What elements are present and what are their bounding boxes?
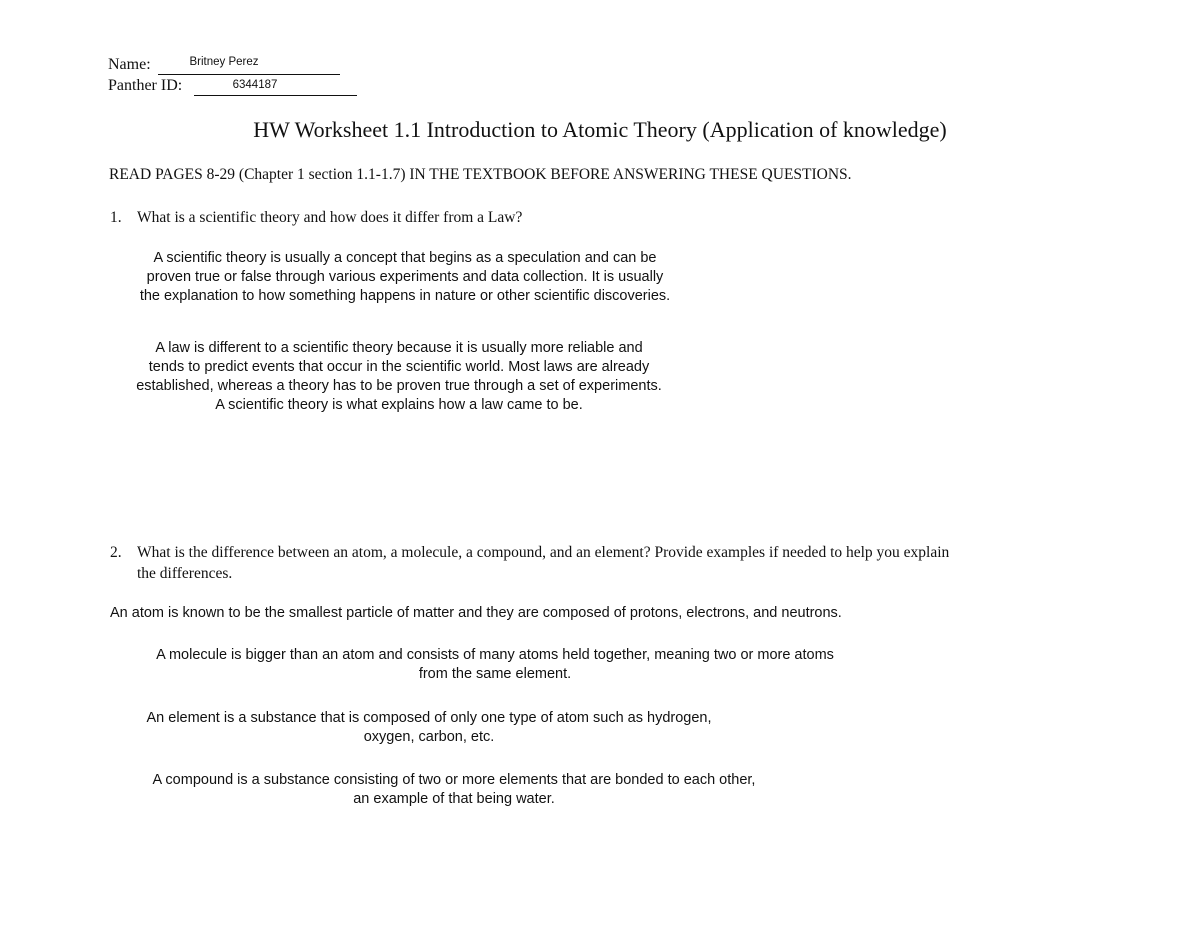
answer-1b [98, 339, 700, 415]
answer-line: the explanation to how something happens in nature or other scientific discoveries. [139, 288, 671, 304]
answer-line: established, whereas a theory has to be proven true through a set of experiments. [136, 378, 662, 394]
answer-line: proven true or false through various experiments and data collection. It is usually [146, 269, 664, 285]
answer-line: An atom is known to be the smallest particle of matter and they are composed of protons, electrons, and neutrons. [110, 605, 842, 621]
question-2-line: the differences. [137, 565, 233, 582]
answer-line: from the same element. [418, 666, 572, 682]
answer-2-molecule [100, 646, 890, 684]
answer-line: A scientific theory is what explains how a law came to be. [215, 397, 583, 413]
panther-id-label: Panther ID: [108, 77, 183, 94]
answer-2-compound [100, 771, 808, 809]
answer-line: A law is different to a scientific theory because it is usually more reliable and [155, 340, 643, 356]
panther-id-field[interactable]: 6344187 [232, 79, 278, 91]
question-2-number: 2. [110, 544, 122, 561]
question-1-number: 1. [110, 209, 122, 226]
answer-line: oxygen, carbon, etc. [363, 729, 495, 745]
answer-line: an example of that being water. [353, 791, 555, 807]
answer-line: A compound is a substance consisting of two or more elements that are bonded to each other, [152, 772, 756, 788]
answer-2-element [100, 709, 758, 747]
name-label: Name: [108, 56, 151, 73]
answer-line: An element is a substance that is composed of only one type of atom such as hydrogen, [146, 710, 712, 726]
answer-line: A scientific theory is usually a concept that begins as a speculation and can be [153, 250, 657, 266]
answer-line: tends to predict events that occur in the scientific world. Most laws are already [148, 359, 650, 375]
question-2-text [137, 542, 949, 584]
page-title: HW Worksheet 1.1 Introduction to Atomic Theory (Application of knowledge) [253, 117, 947, 142]
name-field[interactable]: Britney Perez [189, 56, 259, 68]
answer-line: A molecule is bigger than an atom and consists of many atoms held together, meaning two or more atoms [156, 647, 834, 663]
answer-2-atom [110, 604, 842, 623]
question-1-text: What is a scientific theory and how does it differ from a Law? [137, 209, 523, 226]
answer-1a [100, 249, 710, 306]
reading-instruction: READ PAGES 8-29 (Chapter 1 section 1.1-1.7) IN THE TEXTBOOK BEFORE ANSWERING THESE QUESTIONS. [109, 166, 852, 183]
question-2-line: What is the difference between an atom, a molecule, a compound, and an element? Provide examples if needed to help you explain [137, 544, 950, 561]
